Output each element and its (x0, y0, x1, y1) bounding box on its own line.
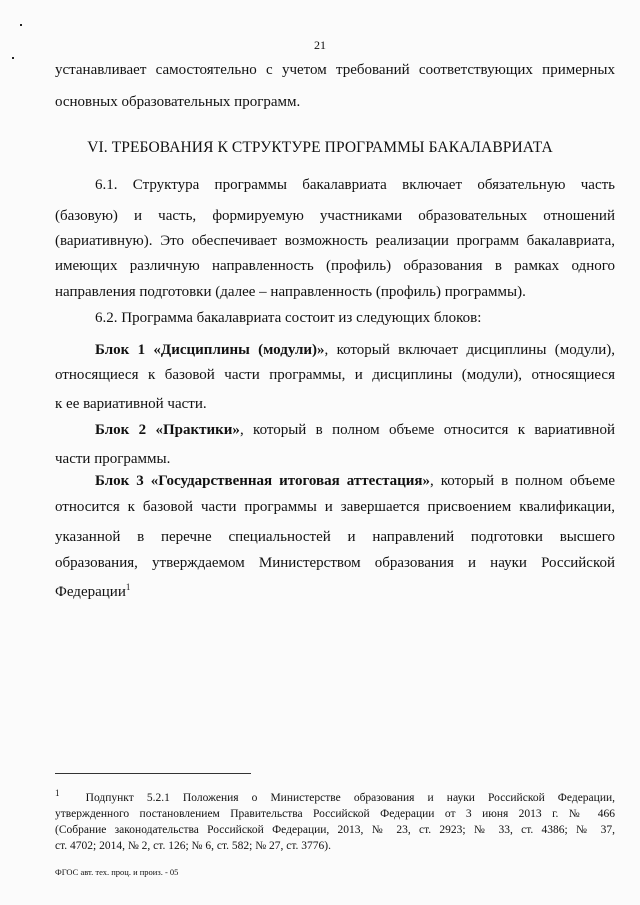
intro-line-1: устанавливает самостоятельно с учетом требований соответствующих примерных (55, 62, 615, 78)
block3-line-5: Федерации$^1$ (55, 582, 131, 600)
block3-line-3: указанной в перечне специальностей и направлений подготовки высшего (55, 529, 615, 545)
block3-line-2: относится к базовой части программы и завершается присвоением квалификации, (55, 499, 615, 515)
block2-title: Блок 2 «Практики» (95, 422, 240, 438)
block2-line-1: Блок 2 «Практики», который в полном объеме относится к вариативной (95, 422, 615, 438)
p61-line-2: (базовую) и часть, формируемую участниками образовательных отношений (55, 208, 615, 224)
section-heading: VI. ТРЕБОВАНИЯ К СТРУКТУРЕ ПРОГРАММЫ БАКАЛАВРИАТА (87, 139, 553, 156)
scan-speck (12, 57, 14, 59)
p61-line-1: 6.1. Структура программы бакалавриата включает обязательную часть (95, 177, 615, 193)
p61-line-3: (вариативную). Это обеспечивает возможность реализации программ бакалавриата, (55, 233, 615, 249)
footnote-line-3: (Собрание законодательства Российской Федерации, 2013, № 23, ст. 2923; № 33, ст. 4386; № 37, (55, 824, 615, 836)
scan-speck (20, 24, 22, 26)
page-number: 21 (314, 38, 326, 52)
block1-title: Блок 1 «Дисциплины (модули)» (95, 342, 325, 358)
block3-line-4: образования, утверждаемом Министерством образования и науки Российской (55, 555, 615, 571)
footnote-line-4: ст. 4702; 2014, № 2, ст. 126; № 6, ст. 582; № 27, ст. 3776). (55, 840, 332, 852)
p61-line-5: направления подготовки (далее – направленность (профиль) программы). (55, 284, 526, 300)
footer-code: ФГОС авт. тех. проц. и произ. - 05 (55, 867, 179, 877)
block2-line-2: части программы. (55, 451, 171, 467)
footnote-ref: 1 (125, 582, 131, 592)
block3-line-1: Блок 3 «Государственная итоговая аттестация», который в полном объеме (95, 473, 616, 489)
block1-line-3: к ее вариативной части. (55, 396, 207, 412)
p62-line: 6.2. Программа бакалавриата состоит из следующих блоков: (95, 310, 482, 326)
p61-line-4: имеющих различную направленность (профиль) образования в рамках одного (55, 258, 615, 274)
footnote-line-1: $^1$ Подпункт 5.2.1 Положения о Министерстве образования и науки Российской Федерации, (55, 788, 615, 804)
block1-line-2: относящиеся к базовой части программы, и дисциплины (модули), относящиеся (55, 367, 615, 383)
footnote-divider (55, 773, 251, 774)
block3-title: «Государственная итоговая аттестация» (150, 473, 431, 489)
intro-line-2: основных образовательных программ. (55, 94, 301, 110)
footnote-line-2: утвержденного постановлением Правительства Российской Федерации от 3 июня 2013 г. № 466 (55, 808, 615, 820)
block1-line-1: Блок 1 «Дисциплины (модули)», который включает дисциплины (модули), (95, 342, 615, 358)
